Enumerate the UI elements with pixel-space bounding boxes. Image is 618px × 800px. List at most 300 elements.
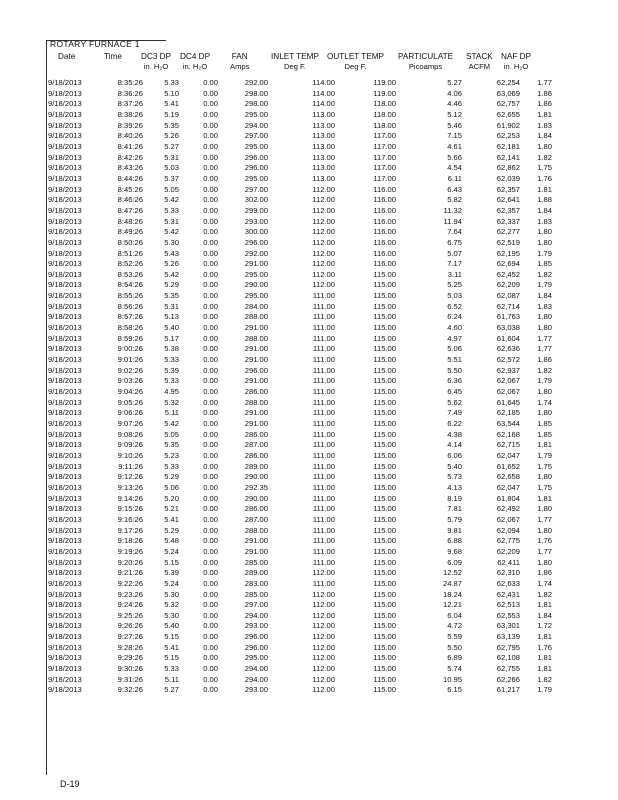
inlet-cell: 111.00 — [312, 301, 335, 311]
naf-cell: 1.82 — [537, 589, 552, 599]
outlet-cell: 115.00 — [373, 632, 396, 642]
date-cell: 9/18/2013 — [48, 642, 82, 652]
date-cell: 9/18/2013 — [48, 419, 82, 428]
date-cell: 9/18/2013 — [48, 301, 82, 311]
header-date: Date — [58, 52, 76, 61]
particulate-cell: 5.74 — [447, 664, 462, 674]
dc4-cell: 0.00 — [203, 674, 218, 684]
stack-cell: 62,572 — [496, 355, 520, 365]
table-row — [46, 301, 552, 313]
time-cell: 9:06:26 — [117, 408, 143, 418]
stack-cell: 62,714 — [496, 301, 520, 311]
time-cell: 9:28:26 — [117, 642, 143, 652]
table-row — [46, 131, 552, 142]
particulate-cell: 5.03 — [447, 291, 462, 301]
fan-cell: 291.00 — [244, 323, 268, 333]
stack-cell: 63,544 — [496, 419, 520, 428]
dc4-cell: 0.00 — [203, 408, 218, 418]
particulate-cell: 6.15 — [447, 685, 462, 695]
table-row — [46, 291, 552, 302]
table-row — [46, 259, 552, 270]
naf-cell: 1.86 — [537, 355, 552, 365]
dc4-cell: 0.00 — [203, 152, 218, 162]
dc4-cell: 0.00 — [203, 269, 218, 279]
particulate-cell: 5.51 — [447, 355, 462, 365]
table-row — [46, 493, 552, 505]
table-row — [46, 472, 552, 483]
table-row — [46, 152, 552, 164]
naf-cell: 1.76 — [537, 536, 552, 546]
date-cell: 9/18/2013 — [48, 141, 82, 151]
fan-cell: 293.00 — [244, 621, 268, 631]
stack-cell: 61,652 — [496, 461, 520, 471]
dc4-cell: 0.00 — [203, 323, 218, 333]
outlet-cell: 118.00 — [373, 109, 396, 119]
dc4-cell: 0.00 — [203, 259, 218, 269]
stack-cell: 62,168 — [496, 429, 520, 439]
time-cell: 9:05:26 — [117, 397, 143, 407]
dc3-cell: 5.42 — [164, 227, 179, 237]
document-title: ROTARY FURNACE 1 — [50, 39, 140, 49]
outlet-cell: 115.00 — [373, 269, 396, 279]
table-row — [46, 461, 552, 473]
dc4-cell: 0.00 — [203, 88, 218, 98]
date-cell: 9/18/2013 — [48, 408, 82, 418]
time-cell: 8:58:26 — [117, 323, 143, 333]
fan-cell: 300.00 — [244, 227, 268, 237]
particulate-cell: 10.95 — [442, 674, 462, 684]
stack-cell: 61,604 — [496, 333, 520, 343]
naf-cell: 1.81 — [537, 632, 552, 642]
table-row — [46, 685, 552, 696]
dc4-cell: 0.00 — [203, 557, 218, 567]
dc4-cell: 0.00 — [203, 642, 218, 652]
table-row — [46, 482, 552, 494]
table-row — [46, 237, 552, 249]
stack-cell: 62,862 — [496, 163, 520, 173]
dc4-cell: 0.00 — [203, 493, 218, 503]
inlet-cell: 111.00 — [312, 376, 335, 386]
date-cell: 9/18/2013 — [48, 227, 82, 237]
fan-cell: 294.00 — [244, 120, 268, 130]
outlet-cell: 116.00 — [373, 195, 396, 205]
inlet-cell: 111.00 — [312, 536, 335, 546]
table-row — [46, 355, 552, 366]
outlet-cell: 115.00 — [373, 578, 396, 588]
inlet-cell: 111.00 — [312, 493, 335, 503]
dc4-cell: 0.00 — [203, 99, 218, 109]
stack-cell: 62,047 — [496, 482, 520, 492]
dc3-cell: 5.29 — [164, 525, 179, 535]
particulate-cell: 5.46 — [447, 120, 462, 130]
dc4-cell: 0.00 — [203, 227, 218, 237]
dc4-cell: 0.00 — [203, 163, 218, 173]
fan-cell: 290.00 — [244, 493, 268, 503]
particulate-cell: 9.68 — [447, 546, 462, 556]
outlet-cell: 116.00 — [373, 205, 396, 215]
inlet-cell: 111.00 — [312, 355, 335, 365]
particulate-cell: 4.54 — [447, 163, 462, 173]
time-cell: 9:31:26 — [117, 674, 143, 684]
naf-cell: 1.80 — [537, 141, 552, 151]
particulate-cell: 4.60 — [447, 323, 462, 333]
dc3-cell: 5.43 — [164, 248, 179, 258]
table-row — [46, 312, 552, 323]
date-cell: 9/18/2013 — [48, 312, 82, 322]
table-row — [46, 429, 552, 441]
inlet-cell: 111.00 — [312, 387, 335, 397]
dc3-cell: 5.24 — [164, 546, 179, 556]
stack-cell: 61,763 — [496, 312, 520, 322]
inlet-cell: 113.00 — [312, 120, 335, 130]
table-row — [46, 632, 552, 643]
time-cell: 8:37:26 — [117, 99, 143, 109]
particulate-cell: 6.89 — [447, 653, 462, 663]
table-row — [46, 514, 552, 526]
time-cell: 9:10:26 — [117, 450, 143, 460]
inlet-cell: 112.00 — [312, 280, 335, 290]
time-cell: 9:01:26 — [117, 355, 143, 365]
outlet-cell: 119.00 — [373, 88, 396, 98]
outlet-cell: 116.00 — [373, 184, 396, 194]
date-cell: 9/18/2013 — [48, 493, 82, 503]
dc3-cell: 5.33 — [164, 355, 179, 365]
dc4-cell: 0.00 — [203, 536, 218, 546]
dc3-cell: 5.15 — [164, 557, 179, 567]
fan-cell: 296.00 — [244, 365, 268, 375]
outlet-cell: 115.00 — [373, 546, 396, 556]
naf-cell: 1.86 — [537, 88, 552, 98]
date-cell: 9/18/2013 — [48, 504, 82, 514]
dc4-cell: 0.00 — [203, 600, 218, 610]
dc3-cell: 5.33 — [164, 461, 179, 471]
time-cell: 8:39:26 — [117, 120, 143, 130]
dc4-cell: 0.00 — [203, 664, 218, 674]
fan-cell: 283.00 — [244, 578, 268, 588]
naf-cell: 1.77 — [537, 78, 552, 87]
table-row — [46, 589, 552, 601]
fan-cell: 297.00 — [244, 131, 268, 141]
inlet-cell: 111.00 — [312, 514, 335, 524]
time-cell: 9:13:26 — [117, 482, 143, 492]
inlet-cell: 112.00 — [312, 600, 335, 610]
date-cell: 9/18/2013 — [48, 99, 82, 109]
date-cell: 9/18/2013 — [48, 578, 82, 588]
inlet-cell: 114.00 — [312, 78, 335, 87]
inlet-cell: 111.00 — [312, 312, 335, 322]
outlet-cell: 115.00 — [373, 504, 396, 514]
outlet-cell: 115.00 — [373, 525, 396, 535]
fan-cell: 302.00 — [244, 195, 268, 205]
time-cell: 8:50:26 — [117, 237, 143, 247]
stack-cell: 62,633 — [496, 578, 520, 588]
particulate-cell: 7.81 — [447, 504, 462, 514]
inlet-cell: 112.00 — [312, 664, 335, 674]
date-cell: 9/18/2013 — [48, 653, 82, 663]
dc3-cell: 5.17 — [164, 333, 179, 343]
fan-cell: 295.00 — [244, 269, 268, 279]
dc3-cell: 5.27 — [164, 141, 179, 151]
dc4-cell: 0.00 — [203, 333, 218, 343]
fan-cell: 294.00 — [244, 674, 268, 684]
inlet-cell: 112.00 — [312, 610, 335, 620]
outlet-cell: 116.00 — [373, 259, 396, 269]
inlet-cell: 111.00 — [312, 461, 335, 471]
table-row — [46, 88, 552, 100]
table-row — [46, 504, 552, 515]
table-row — [46, 674, 552, 686]
time-cell: 8:47:26 — [117, 205, 143, 215]
stack-cell: 62,087 — [496, 291, 520, 301]
dc3-cell: 5.27 — [164, 685, 179, 695]
dc4-cell: 0.00 — [203, 184, 218, 194]
date-cell: 9/18/2013 — [48, 120, 82, 130]
stack-cell: 62,775 — [496, 536, 520, 546]
dc3-cell: 5.32 — [164, 397, 179, 407]
dc4-cell: 0.00 — [203, 397, 218, 407]
dc4-cell: 0.00 — [203, 120, 218, 130]
stack-cell: 61,217 — [496, 685, 520, 695]
date-cell: 9/18/2013 — [48, 78, 82, 87]
fan-cell: 289.00 — [244, 461, 268, 471]
date-cell: 9/18/2013 — [48, 280, 82, 290]
date-cell: 9/18/2013 — [48, 632, 82, 642]
table-row — [46, 184, 552, 196]
outlet-cell: 115.00 — [373, 685, 396, 695]
naf-cell: 1.77 — [537, 546, 552, 556]
outlet-cell: 115.00 — [373, 589, 396, 599]
particulate-cell: 5.79 — [447, 514, 462, 524]
date-cell: 9/18/2013 — [48, 195, 82, 205]
particulate-cell: 5.50 — [447, 642, 462, 652]
dc4-cell: 0.00 — [203, 568, 218, 578]
fan-cell: 291.00 — [244, 408, 268, 418]
stack-cell: 62,513 — [496, 600, 520, 610]
inlet-cell: 112.00 — [312, 589, 335, 599]
dc4-cell: 0.00 — [203, 131, 218, 141]
table-row — [46, 536, 552, 547]
time-cell: 9:23:26 — [117, 589, 143, 599]
date-cell: 9/18/2013 — [48, 152, 82, 162]
dc4-cell: 0.00 — [203, 355, 218, 365]
particulate-cell: 9.81 — [447, 525, 462, 535]
inlet-cell: 111.00 — [312, 557, 335, 567]
time-cell: 9:21:26 — [117, 568, 143, 578]
table-row — [46, 269, 552, 281]
naf-cell: 1.86 — [537, 99, 552, 109]
stack-cell: 62,452 — [496, 269, 520, 279]
inlet-cell: 113.00 — [312, 173, 335, 183]
time-cell: 9:18:26 — [117, 536, 143, 546]
date-cell: 9/18/2013 — [48, 461, 82, 471]
fan-cell: 298.00 — [244, 88, 268, 98]
time-cell: 8:51:26 — [117, 248, 143, 258]
dc4-cell: 0.00 — [203, 632, 218, 642]
date-cell: 9/18/2013 — [48, 589, 82, 599]
date-cell: 9/18/2013 — [48, 248, 82, 258]
dc3-cell: 5.06 — [164, 482, 179, 492]
naf-cell: 1.82 — [537, 674, 552, 684]
time-cell: 9:02:26 — [117, 365, 143, 375]
date-cell: 9/18/2013 — [48, 397, 82, 407]
naf-cell: 1.72 — [537, 621, 552, 631]
dc3-cell: 4.95 — [164, 387, 179, 397]
particulate-cell: 5.66 — [447, 152, 462, 162]
outlet-cell: 115.00 — [373, 376, 396, 386]
naf-cell: 1.77 — [537, 333, 552, 343]
date-cell: 9/18/2013 — [48, 291, 82, 301]
naf-cell: 1.79 — [537, 376, 552, 386]
dc3-cell: 5.11 — [164, 674, 179, 684]
particulate-cell: 6.43 — [447, 184, 462, 194]
outlet-cell: 115.00 — [373, 514, 396, 524]
table-row — [46, 546, 552, 558]
table-row — [46, 621, 552, 632]
dc3-cell: 5.41 — [164, 514, 179, 524]
stack-cell: 61,902 — [496, 120, 520, 130]
inlet-cell: 114.00 — [312, 88, 335, 98]
inlet-cell: 112.00 — [312, 184, 335, 194]
time-cell: 8:46:26 — [117, 195, 143, 205]
particulate-cell: 24.87 — [442, 578, 462, 588]
stack-cell: 62,254 — [496, 78, 520, 87]
time-cell: 8:56:26 — [117, 301, 143, 311]
outlet-cell: 115.00 — [373, 461, 396, 471]
date-cell: 9/18/2013 — [48, 685, 82, 695]
naf-cell: 1.81 — [537, 664, 552, 674]
date-cell: 9/18/2013 — [48, 546, 82, 556]
dc4-cell: 0.00 — [203, 621, 218, 631]
dc3-cell: 5.42 — [164, 269, 179, 279]
stack-cell: 62,694 — [496, 259, 520, 269]
inlet-cell: 111.00 — [312, 546, 335, 556]
table-row — [46, 216, 552, 228]
table-row — [46, 642, 552, 654]
fan-cell: 293.00 — [244, 685, 268, 695]
time-cell: 9:09:26 — [117, 440, 143, 450]
naf-cell: 1.75 — [537, 461, 552, 471]
time-cell: 9:19:26 — [117, 546, 143, 556]
stack-cell: 62,209 — [496, 546, 520, 556]
time-cell: 9:22:26 — [117, 578, 143, 588]
time-cell: 9:30:26 — [117, 664, 143, 674]
dc4-cell: 0.00 — [203, 578, 218, 588]
time-cell: 9:27:26 — [117, 632, 143, 642]
outlet-cell: 115.00 — [373, 280, 396, 290]
dc4-cell: 0.00 — [203, 248, 218, 258]
fan-cell: 299.00 — [244, 205, 268, 215]
time-cell: 8:42:26 — [117, 152, 143, 162]
inlet-cell: 112.00 — [312, 227, 335, 237]
time-cell: 9:07:26 — [117, 419, 143, 428]
table-row — [46, 195, 552, 206]
outlet-cell: 115.00 — [373, 610, 396, 620]
particulate-cell: 4.61 — [447, 141, 462, 151]
fan-cell: 291.00 — [244, 344, 268, 354]
fan-cell: 286.00 — [244, 450, 268, 460]
date-cell: 9/18/2013 — [48, 163, 82, 173]
time-cell: 8:35:26 — [117, 78, 143, 87]
particulate-cell: 6.24 — [447, 312, 462, 322]
header-naf-dp: NAF DP in. H₂O — [501, 52, 532, 71]
outlet-cell: 115.00 — [373, 387, 396, 397]
fan-cell: 297.00 — [244, 600, 268, 610]
time-cell: 8:38:26 — [117, 109, 143, 119]
stack-cell: 62,266 — [496, 674, 520, 684]
header-inlet-temp: INLET TEMP Deg F. — [271, 52, 319, 71]
particulate-cell: 4.14 — [447, 440, 462, 450]
particulate-cell: 7.49 — [447, 408, 462, 418]
dc4-cell: 0.00 — [203, 291, 218, 301]
naf-cell: 1.76 — [537, 173, 552, 183]
stack-cell: 62,553 — [496, 610, 520, 620]
naf-cell: 1.88 — [537, 195, 552, 205]
fan-cell: 296.00 — [244, 642, 268, 652]
table-row — [46, 664, 552, 675]
dc4-cell: 0.00 — [203, 504, 218, 514]
fan-cell: 293.00 — [244, 216, 268, 226]
date-cell: 9/18/2013 — [48, 216, 82, 226]
dc3-cell: 5.26 — [164, 131, 179, 141]
dc4-cell: 0.00 — [203, 429, 218, 439]
particulate-cell: 6.88 — [447, 536, 462, 546]
inlet-cell: 111.00 — [312, 408, 335, 418]
dc4-cell: 0.00 — [203, 461, 218, 471]
stack-cell: 62,795 — [496, 642, 520, 652]
date-cell: 9/18/2013 — [48, 482, 82, 492]
fan-cell: 288.00 — [244, 333, 268, 343]
date-cell: 9/18/2013 — [48, 557, 82, 567]
dc3-cell: 5.26 — [164, 259, 179, 269]
dc3-cell: 5.05 — [164, 429, 179, 439]
fan-cell: 294.00 — [244, 664, 268, 674]
stack-cell: 63,139 — [496, 632, 520, 642]
stack-cell: 62,519 — [496, 237, 520, 247]
time-cell: 8:36:26 — [117, 88, 143, 98]
naf-cell: 1.79 — [537, 280, 552, 290]
dc3-cell: 5.29 — [164, 472, 179, 482]
table-row — [46, 323, 552, 334]
dc4-cell: 0.00 — [203, 387, 218, 397]
time-cell: 9:26:26 — [117, 621, 143, 631]
time-cell: 8:52:26 — [117, 259, 143, 269]
stack-cell: 62,757 — [496, 99, 520, 109]
outlet-cell: 115.00 — [373, 312, 396, 322]
table-row — [46, 120, 552, 132]
header-outlet-temp: OUTLET TEMP Deg F. — [327, 52, 385, 71]
time-cell: 8:41:26 — [117, 141, 143, 151]
table-row — [46, 419, 552, 430]
fan-cell: 298.00 — [244, 99, 268, 109]
stack-cell: 62,185 — [496, 408, 520, 418]
fan-cell: 295.00 — [244, 653, 268, 663]
particulate-cell: 11.32 — [443, 205, 462, 215]
dc3-cell: 5.33 — [164, 78, 179, 87]
time-cell: 9:20:26 — [117, 557, 143, 567]
naf-cell: 1.85 — [537, 429, 552, 439]
naf-cell: 1.83 — [537, 216, 552, 226]
fan-cell: 290.00 — [244, 472, 268, 482]
particulate-cell: 5.40 — [447, 461, 462, 471]
date-cell: 9/18/2013 — [48, 536, 82, 546]
inlet-cell: 112.00 — [312, 621, 335, 631]
table-row — [46, 653, 552, 664]
inlet-cell: 112.00 — [312, 195, 335, 205]
date-cell: 9/18/2013 — [48, 450, 82, 460]
outlet-cell: 115.00 — [373, 568, 396, 578]
stack-cell: 62,715 — [496, 440, 520, 450]
particulate-cell: 5.59 — [447, 632, 462, 642]
